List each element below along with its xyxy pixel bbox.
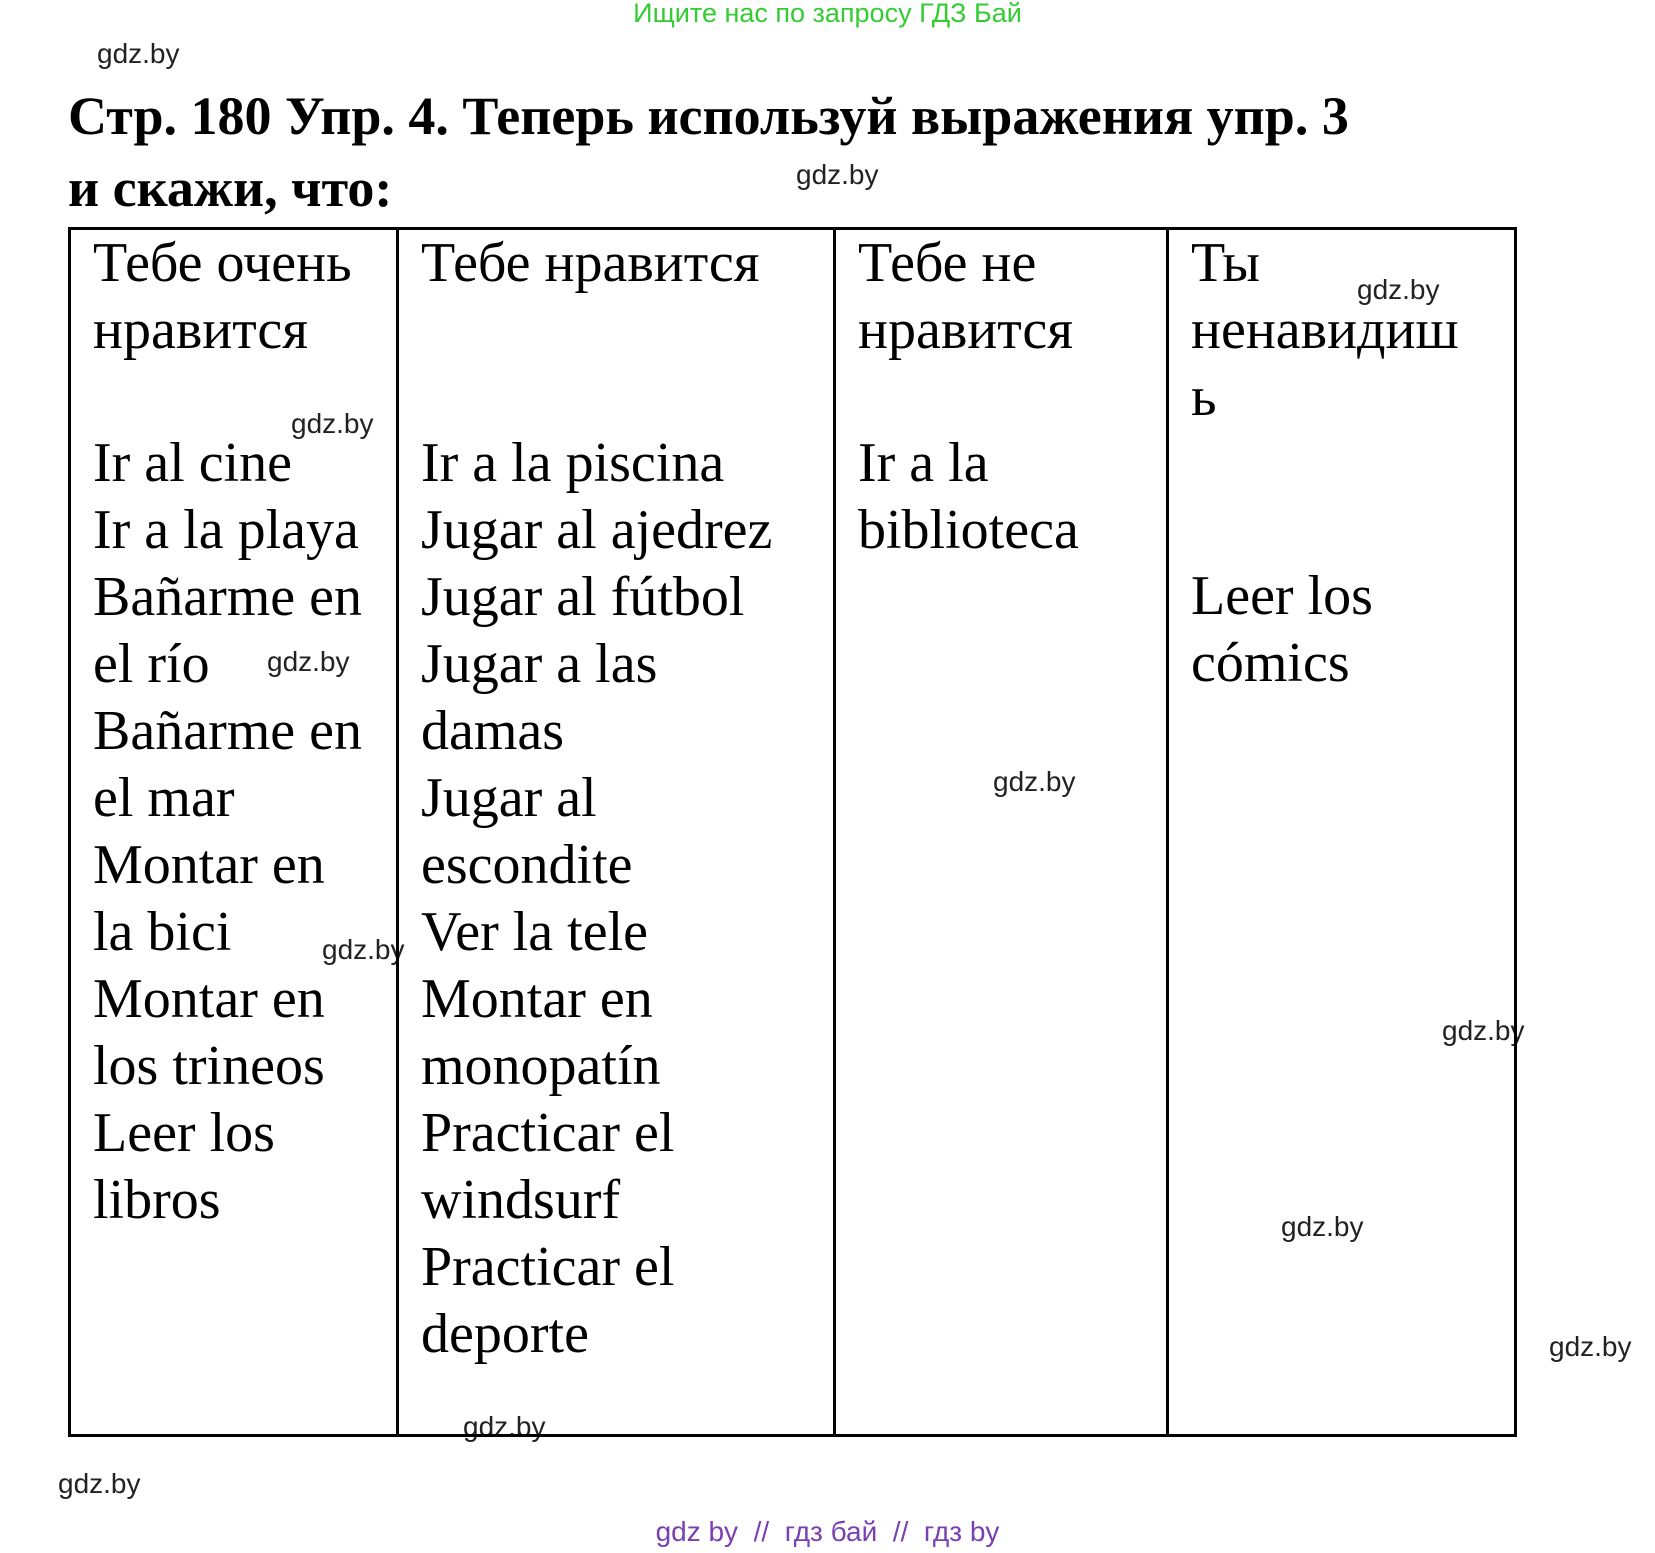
header-line: Ты <box>1191 232 1261 294</box>
activity-item: el río <box>93 633 210 695</box>
activity-item: el mar <box>93 767 235 829</box>
watermark: gdz.by <box>463 1411 546 1442</box>
column-items <box>421 430 827 1368</box>
activity-item: Jugar al fútbol <box>421 566 745 628</box>
activity-item: damas <box>421 700 565 762</box>
watermark: gdz.by <box>267 646 350 677</box>
column-items <box>858 430 1160 564</box>
activity-item: Ir al cine <box>93 432 292 494</box>
column-like-very-much <box>71 230 396 1434</box>
activity-item: Jugar a las <box>421 633 658 695</box>
activity-item: monopatín <box>421 1035 661 1097</box>
activity-item: biblioteca <box>858 499 1079 561</box>
column-header <box>858 230 1160 364</box>
column-header <box>93 230 390 364</box>
watermark: gdz.by <box>97 38 180 69</box>
activity-item: windsurf <box>421 1169 621 1231</box>
watermark: gdz.by <box>796 159 879 190</box>
activity-item: libros <box>93 1169 221 1231</box>
footer-links: gdz by // гдз бай // гдз by <box>655 1516 1000 1547</box>
watermark: gdz.by <box>1549 1331 1632 1362</box>
column-items <box>93 430 390 1234</box>
column-header <box>1191 230 1508 431</box>
activity-item: cómics <box>1191 632 1350 694</box>
activity-item: Ir a la playa <box>93 499 359 561</box>
watermark: gdz.by <box>291 408 374 439</box>
title-line: Стр. 180 Упр. 4. Теперь используй выражения упр. 3 <box>68 86 1349 146</box>
activity-item: Practicar el <box>421 1236 675 1298</box>
column-items <box>1191 563 1508 697</box>
header-line: Тебе очень <box>93 232 352 294</box>
activity-item: Montar en <box>421 968 653 1030</box>
activity-item: escondite <box>421 834 633 896</box>
header-line: нравится <box>93 299 309 361</box>
activity-item: Bañarme en <box>93 700 362 762</box>
exercise-title <box>68 80 1568 224</box>
watermark: gdz.by <box>1281 1211 1364 1242</box>
column-dislike <box>833 230 1166 1434</box>
column-hate <box>1166 230 1514 1434</box>
watermark: gdz.by <box>58 1468 141 1499</box>
activity-item: Ir a la <box>858 432 989 494</box>
header-line: нравится <box>858 299 1074 361</box>
answer-table <box>68 227 1517 1437</box>
watermark: gdz.by <box>322 934 405 965</box>
activity-item: los trineos <box>93 1035 325 1097</box>
activity-item: deporte <box>421 1303 589 1365</box>
activity-item: Practicar el <box>421 1102 675 1164</box>
header-line: Тебе не <box>858 232 1037 294</box>
activity-item: Leer los <box>93 1102 275 1164</box>
activity-item: Montar en <box>93 834 325 896</box>
activity-item: Ir a la piscina <box>421 432 725 494</box>
activity-item: Ver la tele <box>421 901 648 963</box>
column-like <box>396 230 833 1434</box>
watermark: gdz.by <box>1442 1015 1525 1046</box>
title-line: и скажи, что: <box>68 158 393 218</box>
column-header <box>421 230 827 297</box>
activity-item: la bici <box>93 901 232 963</box>
top-banner: Ищите нас по запросу ГДЗ Бай <box>633 0 1022 28</box>
activity-item: Montar en <box>93 968 325 1030</box>
activity-item: Jugar al ajedrez <box>421 499 773 561</box>
activity-item: Bañarme en <box>93 566 362 628</box>
activity-item: Leer los <box>1191 565 1373 627</box>
header-line: ненавидиш <box>1191 299 1459 361</box>
header-line: ь <box>1191 366 1217 428</box>
activity-item: Jugar al <box>421 767 597 829</box>
watermark: gdz.by <box>993 766 1076 797</box>
watermark: gdz.by <box>1357 274 1440 305</box>
header-line: Тебе нравится <box>421 232 760 294</box>
